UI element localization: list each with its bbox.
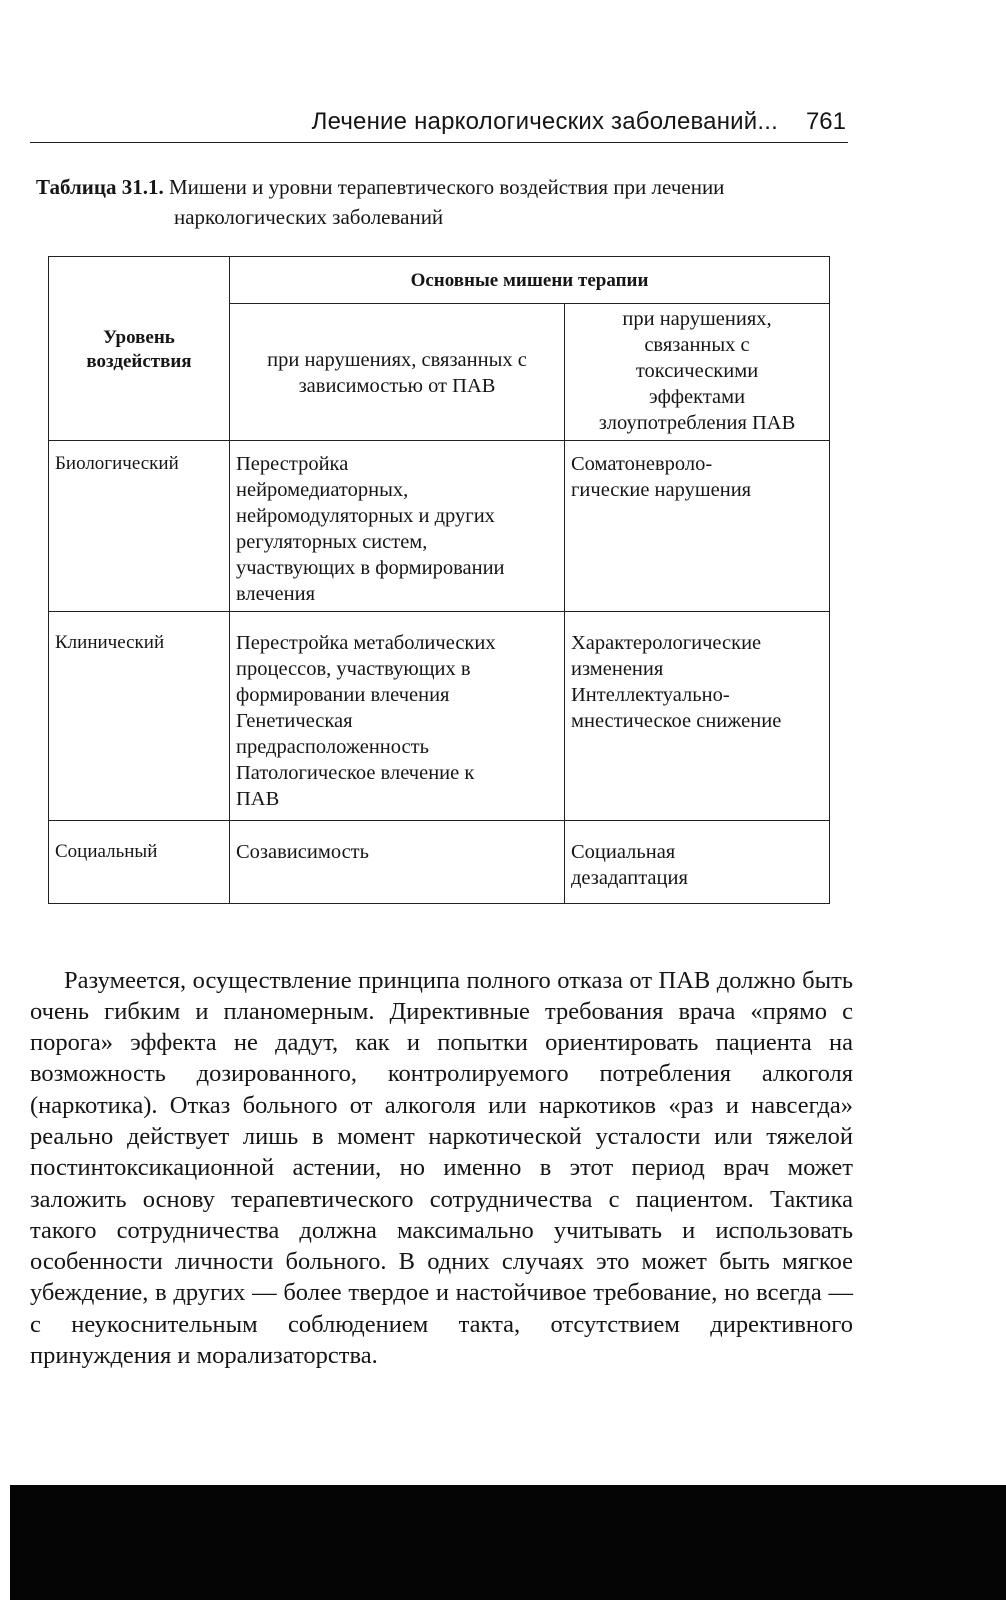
table-row — [49, 821, 830, 904]
header-line: при нарушениях, — [622, 308, 772, 330]
cell-line: нейромедиаторных, — [236, 479, 409, 501]
cell-line: дезадаптация — [571, 867, 688, 889]
cell-line: влечения — [236, 583, 316, 605]
cell-line: предрасположенность — [236, 736, 429, 758]
level-column-header — [49, 257, 230, 441]
row-level-social: Социальный — [49, 821, 230, 904]
cell-dependence — [230, 821, 565, 904]
cell-toxic-effects — [565, 441, 830, 612]
cell-line: процессов, участвующих в — [236, 658, 471, 680]
table-row — [49, 441, 830, 612]
caption-label: Таблица 31.1. — [36, 175, 164, 199]
cell-dependence — [230, 612, 565, 821]
cell-line: Соматоневроло- — [571, 453, 713, 475]
cell-line: формировании влечения — [236, 684, 450, 706]
table-row — [49, 612, 830, 821]
cell-line: изменения — [571, 658, 664, 680]
cell-toxic-effects — [565, 821, 830, 904]
scan-border — [10, 1485, 1006, 1600]
row-level-biological: Биологический — [49, 441, 230, 612]
body-paragraph: Разумеется, осуществление принципа полного отказа от ПАВ должно быть очень гибким и планомерным. Директивные требования врача «прямо с порога» эффекта не дадут, как и попытки ориентировать пациента на возможность дозированного, контролируемого потребления алкоголя (наркотика). Отказ больного от алкоголя или наркотиков «раз и навсегда» реально действует лишь в момент наркотической усталости или тяжелой постинтоксикационной астении, но именно в этот период врач может заложить основу терапевтического сотрудничества с пациентом. Тактика такого сотрудничества должна максимально учитывать и использовать особенности личности больного. В одних случаях это может быть мягкое убеждение, в других — более твердое и настойчивое требование, но всегда — с неукоснительным соблюдением такта, отсутствием директивного принуждения и морализаторства. — [30, 966, 853, 1370]
cell-line: Социальная — [571, 841, 676, 863]
therapy-targets-table — [48, 256, 830, 904]
cell-toxic-effects — [565, 612, 830, 821]
header-line: зависимостью от ПАВ — [298, 375, 496, 397]
header-line: злоупотребления ПАВ — [598, 412, 796, 434]
header-line: при нарушениях, связанных с — [267, 349, 527, 371]
cell-line: Интеллектуально- — [571, 684, 730, 706]
cell-line: Генетическая — [236, 710, 353, 732]
row-level-clinical: Клинический — [49, 612, 230, 821]
header-line: токсическими — [635, 360, 759, 382]
cell-line: нейромодуляторных и других — [236, 505, 495, 527]
targets-group-header: Основные мишени терапии — [230, 257, 830, 304]
cell-line: участвующих в формировании — [236, 557, 505, 579]
caption-line-2: наркологических заболеваний — [174, 205, 444, 229]
header-line: связанных с — [644, 334, 750, 356]
header-line: эффектами — [648, 386, 746, 408]
level-header-line: воздействия — [86, 350, 192, 372]
cell-line: Характерологические — [571, 632, 762, 654]
cell-line: Созависимость — [236, 841, 369, 863]
cell-line: Патологическое влечение к — [236, 762, 475, 784]
table-caption — [36, 172, 856, 232]
running-header — [30, 100, 848, 143]
toxic-effects-column-header — [565, 304, 830, 441]
cell-line: гические нарушения — [571, 479, 752, 501]
cell-line: ПАВ — [236, 788, 280, 810]
cell-line: Перестройка метаболических — [236, 632, 496, 654]
cell-line: мнестическое снижение — [571, 710, 782, 732]
page-number: 761 — [805, 108, 846, 135]
dependence-column-header — [230, 304, 565, 441]
cell-dependence — [230, 441, 565, 612]
caption-line-1: Мишени и уровни терапевтического воздействия при лечении — [168, 175, 725, 199]
cell-line: регуляторных систем, — [236, 531, 428, 553]
level-header-line: Уровень — [103, 326, 175, 348]
running-title: Лечение наркологических заболеваний... — [311, 108, 778, 135]
cell-line: Перестройка — [236, 453, 349, 475]
